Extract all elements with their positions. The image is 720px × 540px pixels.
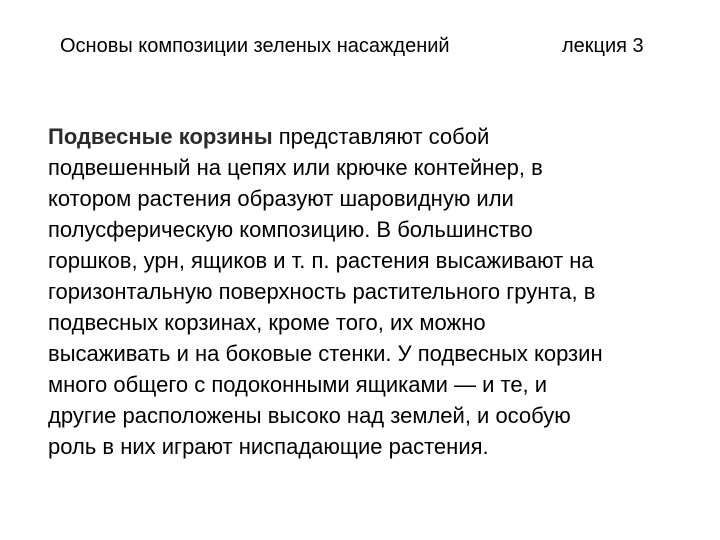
- paragraph-line: другие расположены высоко над землей, и особую: [48, 403, 571, 428]
- paragraph-line: [48, 121, 688, 152]
- paragraph-line: подвесных корзинах, кроме того, их можно: [48, 310, 486, 335]
- lecture-label: лекция 3: [562, 35, 644, 57]
- paragraph-line: роль в них играют ниспадающие растения.: [48, 434, 489, 459]
- paragraph-line: подвешенный на цепях или крючке контейнер, в: [48, 155, 543, 180]
- body-paragraph: [48, 121, 688, 462]
- term-heading: Подвесные корзины: [48, 124, 273, 149]
- paragraph-line: высаживать и на боковые стенки. У подвесных корзин: [48, 341, 603, 366]
- page-title: Основы композиции зеленых насаждений: [60, 35, 450, 57]
- paragraph-line: горизонтальную поверхность растительного грунта, в: [48, 279, 596, 304]
- paragraph-line-text: представляют собой: [272, 124, 490, 149]
- paragraph-line: горшков, урн, ящиков и т. п. растения высаживают на: [48, 248, 594, 273]
- paragraph-line: много общего с подоконными ящиками — и те, и: [48, 372, 548, 397]
- paragraph-line: полусферическую композицию. В большинство: [48, 217, 533, 242]
- paragraph-line: котором растения образуют шаровидную или: [48, 186, 514, 211]
